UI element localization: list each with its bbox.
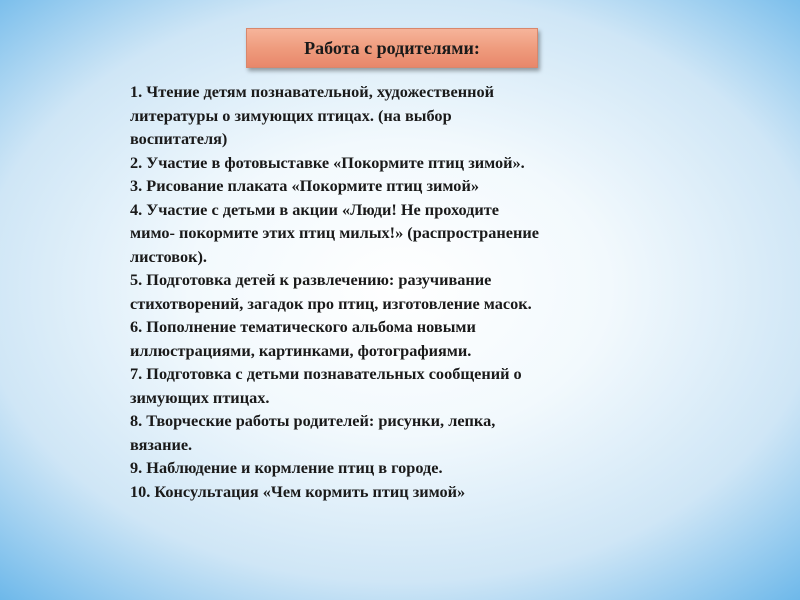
list-item: 2. Участие в фотовыставке «Покормите птиц зимой». [130, 152, 525, 172]
list-item: 1. Чтение детям познавательной, художественной литературы о зимующих птицах. (на выбор воспитателя) [130, 82, 494, 148]
list-item: 3. Рисование плаката «Покормите птиц зимой» [130, 176, 479, 195]
slide-title: Работа с родителями: [304, 37, 480, 58]
list-item: 5. Подготовка детей к развлечению: разучивание стихотворений, загадок про птиц, изготовление масок. [130, 270, 532, 313]
list-item: 9. Наблюдение и кормление птиц в городе. [130, 458, 443, 477]
list-item: 4. Участие с детьми в акции «Люди! Не проходите мимо- покормите этих птиц милых!» (распространение листовок). [130, 199, 539, 266]
list-item: 8. Творческие работы родителей: рисунки, лепка, вязание. [130, 411, 496, 454]
title-box [246, 28, 538, 68]
list-item: 10. Консультация «Чем кормить птиц зимой» [130, 481, 466, 501]
activity-list [130, 80, 650, 503]
list-item: 6. Пополнение тематического альбома новыми иллюстрациями, картинками, фотографиями. [130, 317, 476, 360]
list-item: 7. Подготовка с детьми познавательных сообщений о зимующих птицах. [130, 364, 522, 407]
